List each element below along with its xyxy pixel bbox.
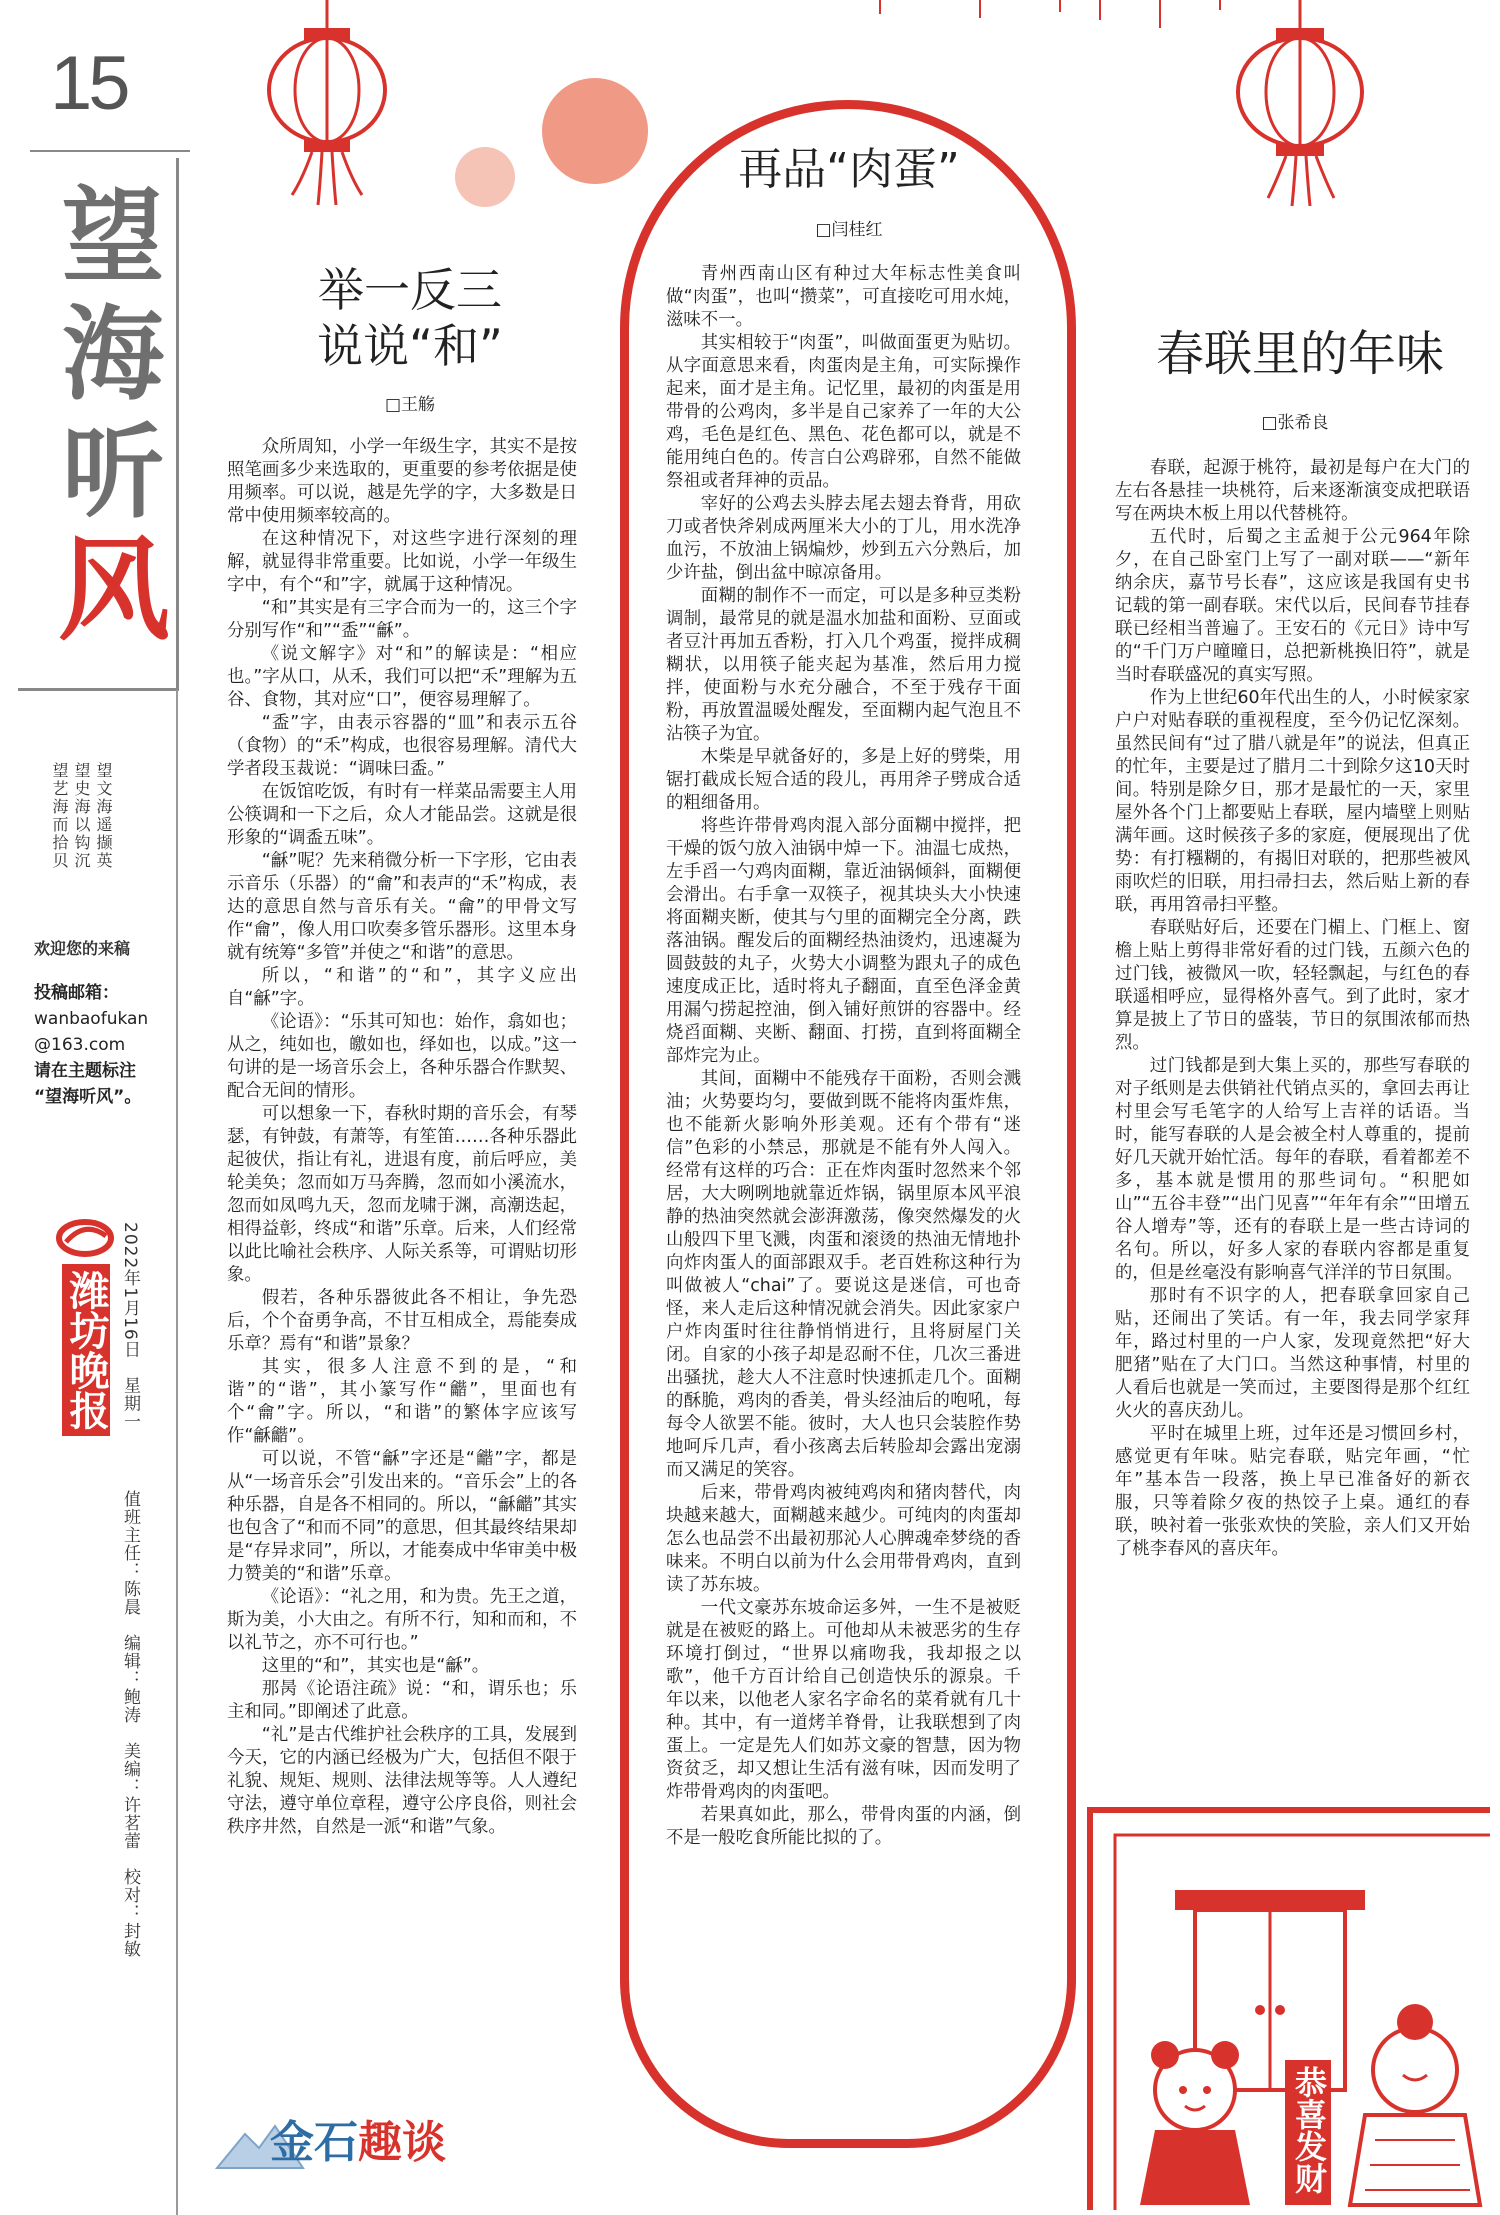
- bottom-brand-b: 趣谈: [358, 2117, 446, 2168]
- section-title-box: [18, 158, 179, 691]
- article2-author: □闫桂红: [815, 220, 883, 240]
- banner-text: 恭喜发财: [1290, 2066, 1328, 2194]
- section-title-char-red: 风: [58, 525, 170, 656]
- article2-paragraph: 其实相较于“肉蛋”，叫做面蛋更为贴切。从字面意思来看，肉蛋肉是主角，可实际操作起来，面才是主角。记忆里，最初的肉蛋是用带骨的公鸡肉，多半是自己家养了一年的大公鸡，毛色是红色、黑色、花色都可以，就是不能用纯白色的。传言白公鸡辟邪，自然不能做祭祖或者拜神的贡品。: [666, 333, 1021, 491]
- deco-circle-small: [455, 147, 515, 207]
- paper-logo: [56, 1218, 112, 1436]
- article3-paragraph: 春联贴好后，还要在门楣上、门框上、窗檐上贴上剪得非常好看的过门钱，五颜六色的过门钱，被微风一吹，轻轻飘起，与红色的春联遥相呼应，显得格外喜气。到了此时，家才算是披上了节日的盛装，节日的氛围浓郁而热烈。: [1115, 918, 1470, 1053]
- slogans: [48, 762, 114, 882]
- article2-paragraph: 木柴是早就备好的，多是上好的劈柴，用锯打截成长短合适的段儿，再用斧子劈成合适的粗细备用。: [666, 747, 1021, 813]
- article1-paragraph: 可以想象一下，春秋时期的音乐会，有琴瑟，有钟鼓，有萧等，有笙笛……各种乐器此起彼伏，指让有礼，进退有度，前后呼应，美轮美奂；忽而如万马奔腾，忽而如小溪流水，忽而如凤鸣九天，忽而龙啸于渊，高潮迭起，相得益彰，终成“和谐”乐章。后来，人们经常以此比喻社会秩序、人际关系等，可谓贴切形象。: [227, 1104, 577, 1285]
- issue-date: [118, 1222, 143, 1431]
- article3-paragraph: 春联，起源于桃符，最初是每户在大门的左右各悬挂一块桃符，后来逐渐演变成把联语写在两块木板上用以代替桃符。: [1115, 458, 1470, 524]
- article3-title: 春联里的年味: [1155, 326, 1444, 382]
- slogan: 望艺海而拾贝: [50, 762, 69, 870]
- article2-paragraph: 一代文豪苏东坡命运多舛，一生不是被贬就是在被贬的路上。可他却从未被恶劣的生存环境打倒过，“世界以痛吻我，我却报之以歌”，他千方百计给自己创造快乐的源泉。千年以来，以他老人家名字命名的菜肴就有几十种。其中，有一道烤羊脊骨，让我联想到了肉蛋上。一定是先人们如苏文豪的智慧，因为物资贫乏，却又想让生活有滋有味，因而发明了炸带骨鸡肉的肉蛋吧。: [666, 1598, 1021, 1802]
- article3-paragraph: 那时有不识字的人，把春联拿回家自己贴，还闹出了笑话。有一年，我去同学家拜年，路过村里的一户人家，发现竟然把“好大肥猪”贴在了大门口。当然这种事情，村里的人看后也就是一笑而过，主要图得是那个红红火火的喜庆劲儿。: [1115, 1286, 1470, 1421]
- article2-body: [666, 263, 1021, 1850]
- page-number-rule: [30, 150, 190, 152]
- article2-paragraph: 宰好的公鸡去头脖去尾去翅去脊背，用砍刀或者快斧剁成两厘米大小的丁儿，用水洗净血污，不放油上锅煸炒，炒到五六分熟后，加少许盐，倒出盆中晾凉备用。: [666, 494, 1021, 583]
- email-block: [34, 980, 148, 1110]
- top-strands-icon: [860, 0, 1240, 60]
- article3-paragraph: 五代时，后蜀之主孟昶于公元964年除夕，在自己卧室门上写了一副对联——“新年纳余庆，嘉节号长春”，这应该是我国有史书记载的第一副春联。宋代以后，民间春节挂春联已经相当普遍了。王安石的《元日》诗中写的“千门万户曈曈日，总把新桃换旧符”，就是当时春联盛况的真实写照。: [1115, 527, 1470, 685]
- article1-paragraph: “龢”呢？先来稍微分析一下字形，它由表示音乐（乐器）的“龠”和表声的“禾”构成，表达的意思自然与音乐有关。“龠”的甲骨文写作“龠”，像人用口吹奏多管乐器形。这里本身就有统筹“多管”并使之“和谐”的意思。: [227, 851, 577, 963]
- article2-paragraph: 其间，面糊中不能残存干面粉，否则会溅油；火势要均匀，要做到既不能将肉蛋炸焦，也不能新火影响外形美观。还有个带有“迷信”色彩的小禁忌，那就是不能有外人闯入。经常有这样的巧合：正在炸肉蛋时忽然来个邻居，大大咧咧地就靠近炸锅，锅里原本风平浪静的热油突然就会澎湃激荡，像突然爆发的火山般四下里飞溅，肉蛋和滚烫的热油无情地扑向炸肉蛋人的面部跟双手。老百姓称这种行为叫做被人“chai”了。要说这是迷信，可也奇怪，来人走后这种情况就会消失。因此家家户户炸肉蛋时往往静悄悄进行，且将厨屋门关闭。自家的小孩子却是忍耐不住，几次三番进出骚扰，趁大人不注意时快速抓走几个。面糊的酥脆，鸡肉的香美，骨头经油后的咆吼，每每令人欲罢不能。彼时，大人也只会装腔作势地呵斥几声，看小孩离去后转脸却会露出宠溺而又满足的笑容。: [666, 1069, 1021, 1480]
- article3-paragraph: 过门钱都是到大集上买的，那些写春联的对子纸则是去供销社代销点买的，拿回去再让村里会写毛笔字的人给写上吉祥的话语。当时，能写春联的人是会被全村人尊重的，提前好几天就开始忙活。每年的春联，看着都差不多，基本就是惯用的那些词句。“积肥如山”“五谷丰登”“出门见喜”“年年有余”“田增五谷人增寿”等，还有的春联上是一些古诗词的名句。所以，好多人家的春联内容都是重复的，但是丝毫没有影响喜气洋洋的节日氛围。: [1115, 1056, 1470, 1283]
- article1-title-line: 说说“和”: [317, 319, 503, 373]
- weekday: 星期一: [120, 1376, 140, 1431]
- paper-logo-icon: [56, 1218, 114, 1258]
- article1-paragraph: 所以，“和谐”的“和”，其字义应出自“龢”字。: [227, 966, 577, 1009]
- article1-paragraph: 众所周知，小学一年级生字，其实不是按照笔画多少来选取的，更重要的参考依据是使用频率。可以说，越是先学的字，大多数是日常中使用频率较高的。: [227, 437, 577, 526]
- article1-paragraph: 《论语》：“礼之用，和为贵。先王之道，斯为美，小大由之。有所不行，知和而和，不以礼节之，亦不可行也。”: [227, 1587, 577, 1653]
- section-title-char: 海: [62, 295, 164, 415]
- article1-paragraph: “礼”是古代维护社会秩序的工具，发展到今天，它的内涵已经极为广大，包括但不限于礼貌、规矩、规则、法律法规等等。人人遵纪守法，遵守单位章程，遵守公序良俗，则社会秩序井然，自然是一派“和谐”气象。: [227, 1725, 577, 1837]
- article1-paragraph: “和”其实是有三字合而为一的，这三个字分别写作“和”“盉”“龢”。: [227, 598, 577, 641]
- article1-paragraph: “盉”字，由表示容器的“皿”和表示五谷（食物）的“禾”构成，也很容易理解。清代大学者段玉裁说：“调味曰盉。”: [227, 713, 577, 779]
- article1-body: [227, 436, 577, 1839]
- article1-title-line: 举一反三: [318, 263, 502, 317]
- sidebar: [18, 0, 178, 2215]
- article1-paragraph: 那昺《论语注疏》说：“和，谓乐也；乐主和同。”即阐述了此意。: [227, 1679, 577, 1722]
- paper-name: 潍坊晚报: [62, 1264, 110, 1436]
- article3-paragraph: 作为上世纪60年代出生的人，小时候家家户户对贴春联的重视程度，至今仍记忆深刻。虽然民间有“过了腊八就是年”的说法，但真正的忙年，主要是过了腊月二十到除夕这10天时间。特别是除夕日，那才是最忙的一天，家里屋外各个门上都要贴上春联，屋内墙壁上则贴满年画。这时候孩子多的家庭，便展现出了优势：有打糨糊的，有揭旧对联的，把那些被风雨吹烂的旧联，用扫帚扫去，然后贴上新的春联，再用笤帚扫平整。: [1115, 688, 1470, 915]
- article1-paragraph: 在这种情况下，对这些字进行深刻的理解，就显得非常重要。比如说，小学一年级生字中，有个“和”字，就属于这种情况。: [227, 529, 577, 595]
- section-title-char: 望: [62, 177, 164, 297]
- article1-paragraph: 假若，各种乐器彼此各不相让，争先恐后，个个奋勇争高，不甘互相成全，焉能奏成乐章？焉有“和谐”景象？: [227, 1288, 577, 1354]
- article1-paragraph: 这里的“和”，其实也是“龢”。: [261, 1656, 490, 1676]
- page-number: 15: [50, 41, 127, 126]
- article1-paragraph: 其实，很多人注意不到的是，“和谐”的“谐”，其小篆写作“龤”，里面也有个“龠”字。所以，“和谐”的繁体字应该写作“龢龤”。: [227, 1357, 577, 1446]
- article2-paragraph: 青州西南山区有种过大年标志性美食叫做“肉蛋”，也叫“攒菜”，可直接吃可用水炖，滋味不一。: [666, 264, 1021, 330]
- article1-paragraph: 在饭馆吃饭，有时有一样菜品需要主人用公筷调和一下之后，众人才能品尝。这就是很形象的“调盉五味”。: [227, 782, 577, 848]
- section-title: [58, 177, 170, 656]
- article2-paragraph: 面糊的制作不一而定，可以是多种豆类粉调制，最常見的就是温水加盐和面粉、豆面或者豆汁再加五香粉，打入几个鸡蛋，搅拌成稠糊状，以用筷子能夹起为基准，然后用力搅拌，使面粉与水充分融合，不至于残存干面粉，再放置温暖处醒发，至面糊内起气泡且不沾筷子为宜。: [666, 586, 1021, 744]
- lantern-right-icon: [1230, 0, 1370, 210]
- email-note: “望海听风”。: [34, 1087, 142, 1107]
- credits: 值班主任：陈晨 编辑：鲍涛 美编：许茗蕾 校对：封敏: [120, 1490, 140, 1958]
- article1-author: □王觞: [384, 395, 436, 415]
- article2-paragraph: 后来，带骨鸡肉被纯鸡肉和猪肉替代，肉块越来越大，面糊越来越少。可纯肉的肉蛋却怎么也品尝不出最初那沁人心脾魂牵梦绕的香味来。不明白以前为什么会用带骨鸡肉，直到读了苏东坡。: [666, 1483, 1021, 1595]
- bottom-brand: [270, 2116, 446, 2170]
- article1-paragraph: 可以说，不管“龢”字还是“龤”字，都是从“一场音乐会”引发出来的。“音乐会”上的各种乐器，自是各不相同的。所以，“龢龤”其实也包含了“和而不同”的意思，但其最终结果却是“存异求同”，所以，才能奏成中华审美中极力赞美的“和谐”乐章。: [227, 1449, 577, 1584]
- article1-paragraph: 《论语》：“乐其可知也：始作，翕如也；从之，纯如也，皦如也，绎如也，以成。”这一句讲的是一场音乐会上，各种乐器合作默契、配合无间的情形。: [227, 1012, 577, 1101]
- article2-title: 再品“肉蛋”: [738, 144, 960, 195]
- email-note: 请在主题标注: [34, 1061, 136, 1081]
- article2-paragraph: 将些许带骨鸡肉混入部分面糊中搅拌，把干燥的饭勺放入油锅中焯一下。油温七成热，左手舀一勺鸡肉面糊，靠近油锅倾斜，面糊便会滑出。右手拿一双筷子，视其块头大小快速将面糊夹断，使其与勺里的面糊完全分离，跌落油锅。醒发后的面糊经热油烫灼，迅速凝为圆鼓鼓的丸子，火势大小调整为跟丸子的成色速度成正比，适时将丸子翻面，直至色泽金黄用漏勺捞起控油，倒入铺好煎饼的容器中。经烧舀面糊、夹断、翻面、打捞，直到将面糊全部炸完为止。: [666, 816, 1021, 1066]
- email-line: @163.com: [34, 1035, 126, 1055]
- slogan: 望史海以钩沉: [72, 762, 91, 870]
- article1-title: [220, 262, 600, 374]
- section-title-char: 听: [62, 413, 164, 533]
- article3-author: □张希良: [1261, 413, 1329, 433]
- email-label: 投稿邮箱：: [34, 983, 119, 1003]
- article3-body: [1115, 457, 1470, 1561]
- article2-paragraph: 若果真如此，那么，带骨肉蛋的内涵，倒不是一般吃食所能比拟的了。: [666, 1805, 1021, 1848]
- lantern-left-icon: [262, 0, 392, 210]
- sidebar-divider: [176, 690, 178, 2215]
- date: 2022年1月16日: [120, 1222, 140, 1359]
- slogan: 望文海遥撷英: [94, 762, 113, 870]
- article3-paragraph: 平时在城里上班，过年还是习惯回乡村，感觉更有年味。贴完春联，贴完年画，“忙年”基本告一段落，换上早已准备好的新衣服，只等着除夕夜的热饺子上桌。通红的春联，映衬着一张张欢快的笑脸，亲人们又开始了桃李春风的喜庆年。: [1115, 1424, 1470, 1559]
- welcome-text: 欢迎您的来稿: [34, 939, 131, 958]
- article1-paragraph: 《说文解字》对“和”的解读是：“相应也。”字从口，从禾，我们可以把“禾”理解为五谷、食物，其对应“口”，便容易理解了。: [227, 644, 577, 710]
- email-line: wanbaofukan: [34, 1009, 149, 1029]
- bottom-brand-a: 金石: [270, 2117, 358, 2168]
